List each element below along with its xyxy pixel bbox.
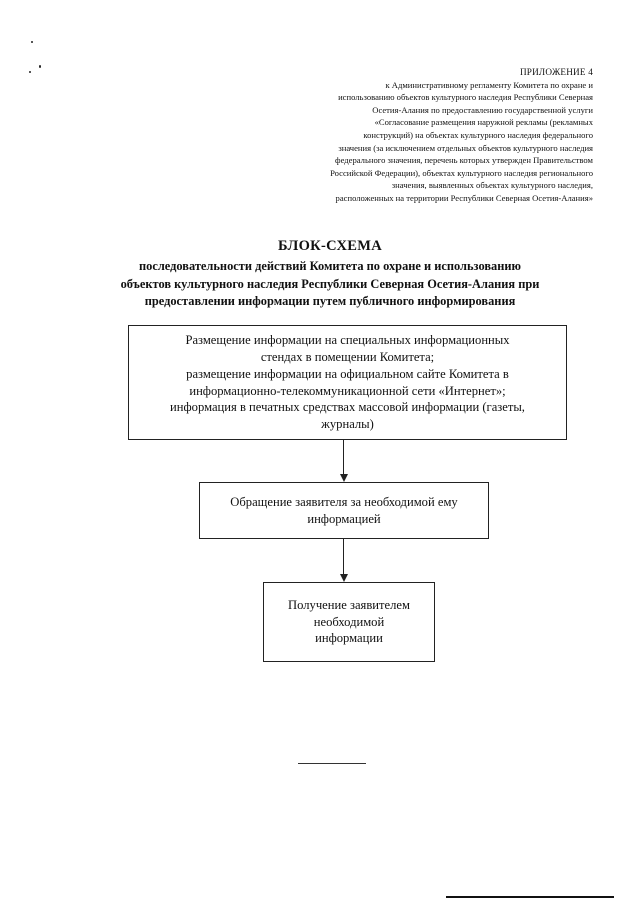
appendix-line: расположенных на территории Республики Северная Осетия-Алания» — [335, 192, 593, 203]
appendix-line: значения, выявленных объектах культурного наследия, — [391, 180, 593, 191]
appendix-block — [225, 66, 593, 205]
flow-step-line: размещение информации на официальном сайте Комитета в — [186, 366, 509, 381]
flow-step-line: Размещение информации на специальных информационных — [185, 333, 510, 348]
diagram-subtitle-line: объектов культурного наследия Республики Северная Осетия-Алания при — [120, 276, 540, 291]
flow-connector — [343, 440, 344, 475]
scan-speck — [29, 71, 31, 73]
appendix-line: конструкций) на объектах культурного наследия федерального — [363, 129, 593, 140]
flow-step-line: Получение заявителем — [288, 597, 410, 612]
appendix-line: значения (за исключением отдельных объектов культурного наследия — [338, 142, 593, 153]
appendix-line: использованию объектов культурного наследия Республики Северная — [338, 92, 593, 103]
diagram-subtitle — [60, 258, 600, 311]
flow-step-line: журналы) — [321, 417, 374, 432]
footer-divider — [298, 763, 366, 764]
arrow-down-icon — [340, 574, 348, 582]
flow-step-publication — [128, 325, 567, 440]
scan-speck — [39, 65, 41, 68]
flow-step-line: информации — [315, 631, 383, 646]
flow-step-line: необходимой — [313, 614, 385, 629]
flow-step-applicant-request — [199, 482, 489, 539]
flow-step-line: Обращение заявителя за необходимой ему — [230, 494, 458, 509]
appendix-line: Российской Федерации), объектах культурного наследия регионального — [330, 167, 593, 178]
flow-step-line: информация в печатных средствах массовой информации (газеты, — [170, 400, 525, 415]
appendix-line: к Административному регламенту Комитета по охране и — [385, 79, 593, 90]
flow-step-line: информационно-телекоммуникационной сети «Интернет»; — [189, 383, 506, 398]
flow-step-line: стендах в помещении Комитета; — [260, 349, 435, 364]
flow-step-information-received — [263, 582, 435, 662]
flow-connector — [343, 539, 344, 575]
scan-edge-bar — [446, 896, 614, 898]
appendix-line: «Согласование размещения наружной рекламы (рекламных — [374, 117, 593, 128]
flow-step-line: информацией — [307, 511, 381, 526]
diagram-subtitle-line: последовательности действий Комитета по охране и использованию — [139, 259, 521, 273]
arrow-down-icon — [340, 474, 348, 482]
appendix-title: ПРИЛОЖЕНИЕ 4 — [519, 67, 593, 77]
diagram-title: БЛОК-СХЕМА — [277, 238, 383, 254]
appendix-line: Осетия-Алания по предоставлению государственной услуги — [372, 104, 593, 115]
appendix-line: федерального значения, перечень которых утвержден Правительством — [335, 155, 593, 166]
scan-speck — [31, 41, 33, 43]
diagram-subtitle-line: предоставлении информации путем публичного информирования — [144, 294, 516, 308]
